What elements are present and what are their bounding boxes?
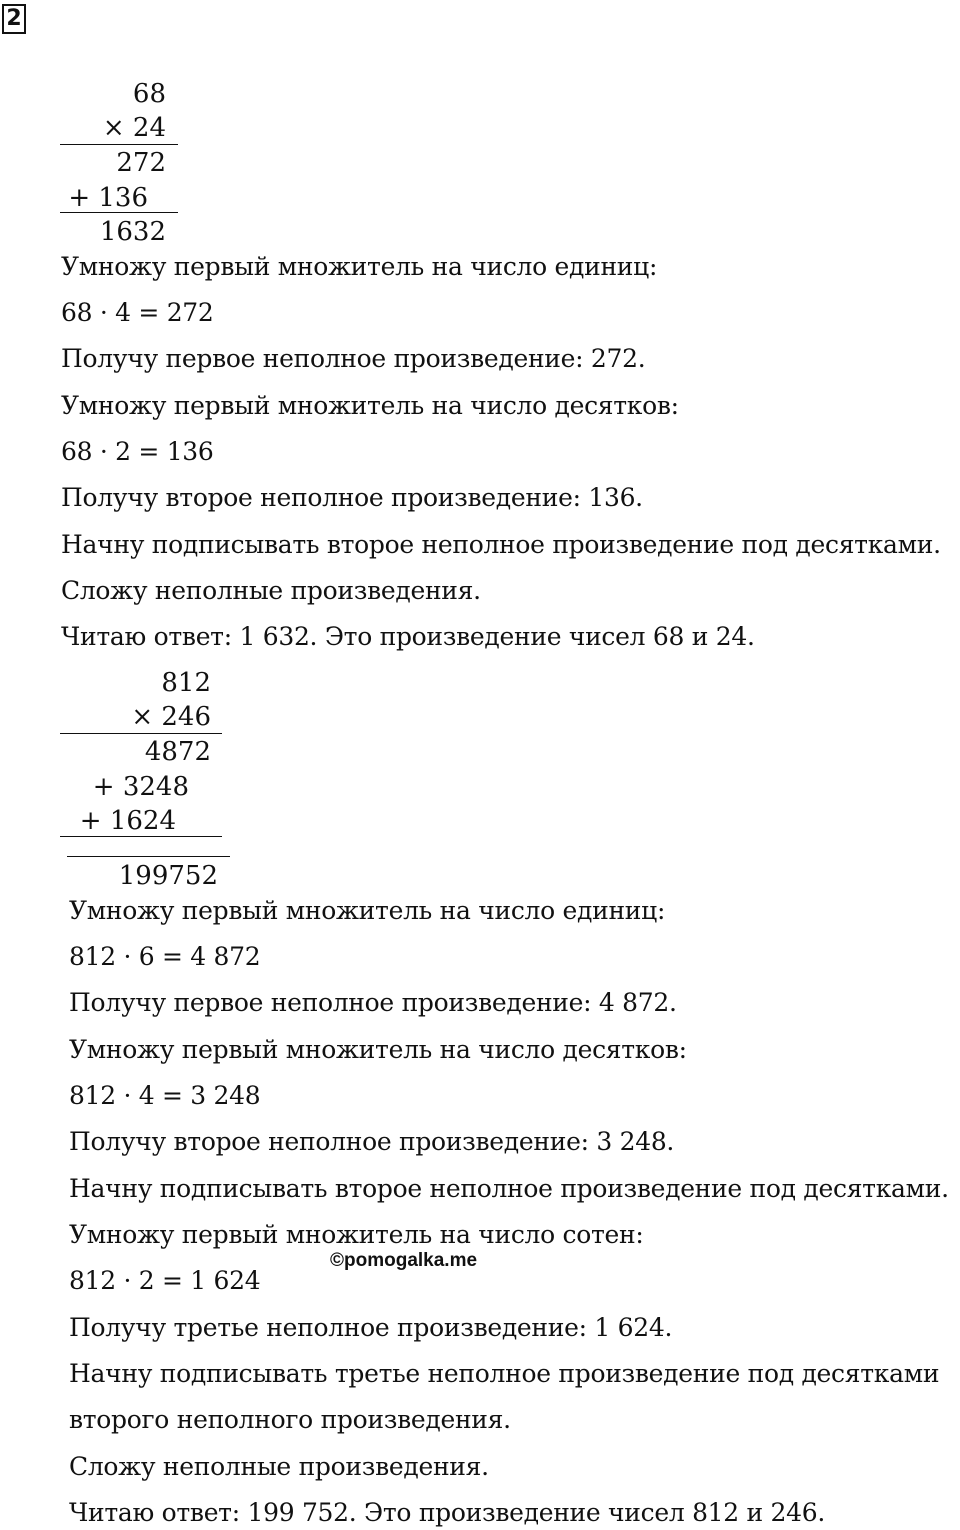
text-line: Умножу первый множитель на число единиц:	[69, 896, 666, 925]
text-line: второго неполного произведения.	[69, 1405, 511, 1434]
sum-rule	[67, 856, 230, 857]
text-line: Сложу неполные произведения.	[69, 1452, 489, 1481]
partials-rule	[60, 836, 222, 837]
multiplicand: 68	[132, 79, 166, 109]
result: 1632	[99, 217, 166, 247]
sum-rule	[60, 212, 178, 213]
result: 199752	[118, 861, 218, 891]
answer-line: Читаю ответ: 199 752. Это произведение чисел 812 и 246.	[69, 1498, 826, 1527]
answer-line: Читаю ответ: 1 632. Это произведение чисел 68 и 24.	[61, 622, 755, 651]
watermark: ©pomogalka.me	[330, 1250, 478, 1271]
equation-line: 68 · 4 = 272	[61, 298, 214, 327]
multiplicand: 812	[161, 668, 211, 698]
text-line: Получу третье неполное произведение: 1 624.	[69, 1313, 673, 1342]
text-line: Умножу первый множитель на число десятков:	[61, 391, 679, 420]
partial-product: + 3248	[92, 772, 189, 802]
product-rule	[60, 733, 222, 734]
partial-product: 272	[116, 148, 166, 178]
text-line: Начну подписывать второе неполное произведение под десятками.	[61, 530, 941, 559]
multiplier: × 246	[131, 702, 211, 732]
equation-line: 68 · 2 = 136	[61, 437, 214, 466]
text-line: Начну подписывать третье неполное произведение под десятками	[69, 1359, 940, 1388]
partial-product: 4872	[144, 737, 211, 767]
text-line: Начну подписывать второе неполное произведение под десятками.	[69, 1174, 949, 1203]
equation-line: 812 · 2 = 1 624	[69, 1266, 261, 1295]
text-line: Получу второе неполное произведение: 3 248.	[69, 1127, 675, 1156]
equation-line: 812 · 6 = 4 872	[69, 942, 261, 971]
partial-product: + 136	[68, 183, 148, 213]
text-line: Умножу первый множитель на число десятков:	[69, 1035, 687, 1064]
text-line: Получу второе неполное произведение: 136.	[61, 483, 643, 512]
task-number-badge: 2	[2, 4, 26, 34]
text-line: Получу первое неполное произведение: 4 872.	[69, 988, 677, 1017]
equation-line: 812 · 4 = 3 248	[69, 1081, 261, 1110]
partial-product: + 1624	[79, 806, 176, 836]
product-rule	[60, 144, 178, 145]
multiplier: × 24	[102, 113, 166, 143]
text-line: Умножу первый множитель на число единиц:	[61, 252, 658, 281]
text-line: Умножу первый множитель на число сотен:	[69, 1220, 644, 1249]
text-line: Сложу неполные произведения.	[61, 576, 481, 605]
text-line: Получу первое неполное произведение: 272.	[61, 344, 646, 373]
